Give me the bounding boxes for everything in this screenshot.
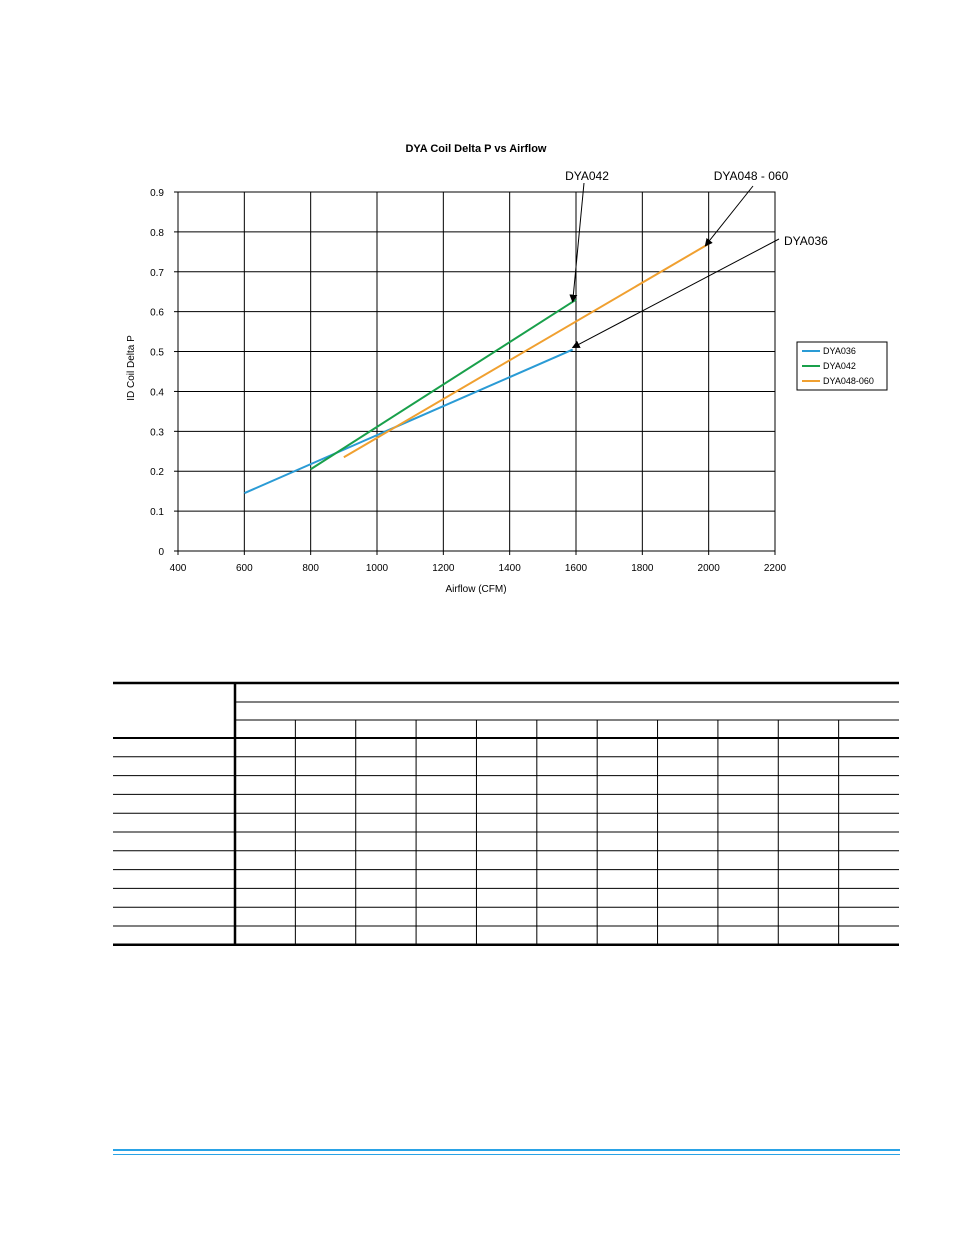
x-tick-label: 1200 xyxy=(432,563,455,574)
y-tick-label: 0.8 xyxy=(150,227,164,239)
y-tick-label: 0.4 xyxy=(150,387,164,399)
x-tick-label: 1800 xyxy=(631,563,654,574)
y-tick-label: 0.3 xyxy=(150,427,164,439)
y-tick-label: 0.9 xyxy=(150,188,164,199)
y-axis-label: ID Coil Delta P xyxy=(126,335,137,401)
x-tick-label: 1400 xyxy=(498,563,521,574)
x-tick-label: 1000 xyxy=(365,563,389,574)
callout-label: DYA042 xyxy=(565,169,609,183)
callout-label: DYA036 xyxy=(784,234,828,248)
x-axis-label: Airflow (CFM) xyxy=(445,584,507,595)
x-tick-label: 2000 xyxy=(697,563,720,574)
x-tick-label: 600 xyxy=(235,563,253,574)
legend-label: DYA036 xyxy=(823,346,856,356)
y-tick-label: 0.6 xyxy=(150,307,164,319)
legend-label: DYA042 xyxy=(823,361,856,371)
chart-title: DYA Coil Delta P vs Airflow xyxy=(405,143,547,155)
footer-rule-thin xyxy=(113,1154,900,1155)
callout-label: DYA048 - 060 xyxy=(713,169,789,183)
y-tick-label: 0.2 xyxy=(150,467,164,479)
y-tick-label: 0.1 xyxy=(150,507,164,519)
x-tick-label: 400 xyxy=(169,563,187,574)
y-tick-label: 0.7 xyxy=(150,267,164,279)
x-tick-label: 2200 xyxy=(763,563,787,574)
x-tick-label: 1600 xyxy=(564,563,588,574)
legend-label: DYA048-060 xyxy=(823,376,874,386)
footer-rule xyxy=(113,1149,900,1151)
y-tick-label: 0.5 xyxy=(150,347,164,359)
y-tick-label: 0 xyxy=(158,547,164,558)
x-tick-label: 800 xyxy=(302,563,320,574)
